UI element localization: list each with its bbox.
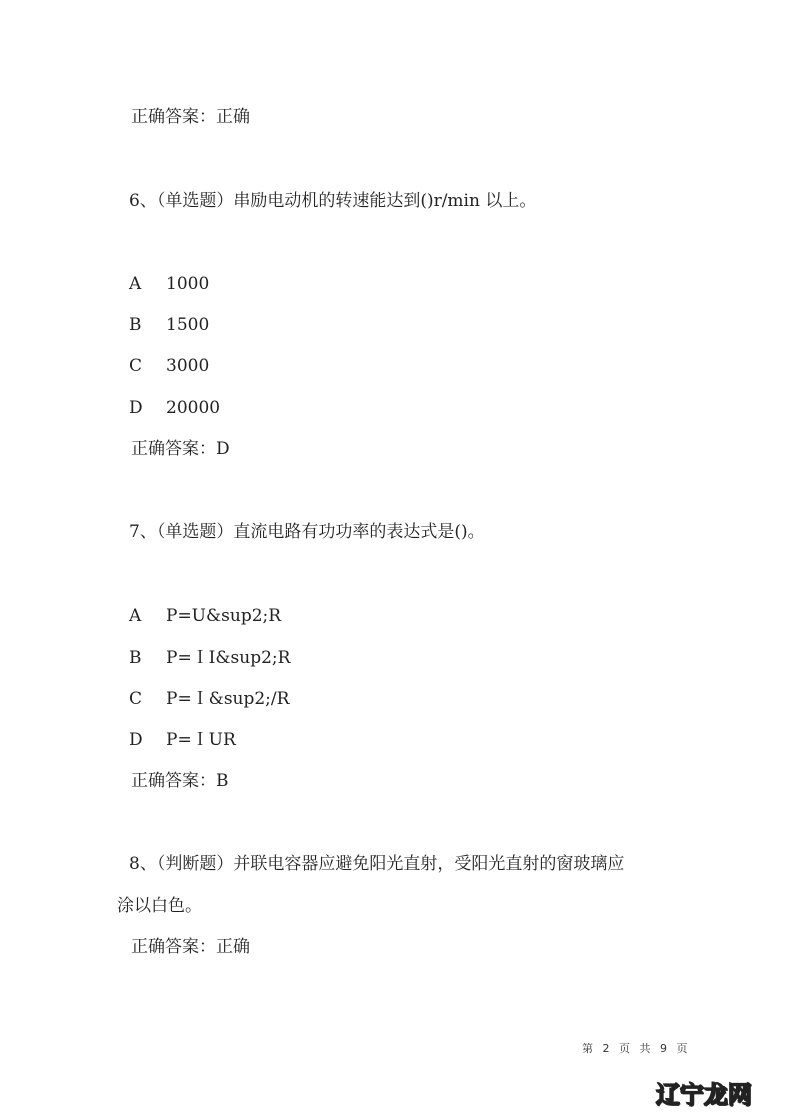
q6-option-c-letter: C	[129, 356, 143, 376]
watermark-part2: 龙网	[704, 1081, 752, 1109]
q6-option-c-text: 3000	[166, 356, 210, 376]
answer-value: 正确	[216, 107, 250, 127]
q7-option-c-text: P=Ｉ&sup2;/R	[166, 689, 290, 709]
q6-option-d-text: 20000	[166, 398, 221, 418]
watermark-part1: 辽宁	[656, 1081, 704, 1109]
q7-option-a-text: P=U&sup2;R	[166, 606, 282, 626]
watermark-logo	[656, 1075, 752, 1110]
q6-option-b-letter: B	[129, 315, 142, 335]
q6-option-d-letter: D	[129, 398, 143, 418]
q6-option-b-text: 1500	[166, 315, 210, 335]
answer-label: 正确答案：	[131, 107, 216, 127]
question-8-title-line2: 涂以白色。	[117, 896, 202, 916]
q7-option-a-letter: A	[129, 606, 142, 626]
q6-option-a-text: 1000	[166, 274, 210, 294]
q7-option-b-text: P=ＩⅠ&sup2;R	[166, 648, 291, 668]
q6-option-a-letter: A	[129, 274, 142, 294]
question-7-answer: 正确答案：B	[131, 771, 229, 791]
question-8-title-line1: 8、（判断题）并联电容器应避免阳光直射，受阳光直射的窗玻璃应	[129, 854, 625, 874]
question-6-answer: 正确答案：D	[131, 439, 230, 459]
page-number: 第 2 页 共 9 页	[582, 1042, 691, 1055]
q7-option-c-letter: C	[129, 689, 143, 709]
question-6-title: 6、（单选题）串励电动机的转速能达到()r/min 以上。	[129, 191, 537, 211]
q7-option-b-letter: B	[129, 648, 142, 668]
question-7-title: 7、（单选题）直流电路有功功率的表达式是()。	[129, 522, 485, 542]
q7-option-d-letter: D	[129, 730, 143, 750]
previous-answer	[131, 106, 250, 128]
question-8-answer: 正确答案：正确	[131, 937, 250, 957]
q7-option-d-text: P=ＩUR	[166, 730, 236, 750]
